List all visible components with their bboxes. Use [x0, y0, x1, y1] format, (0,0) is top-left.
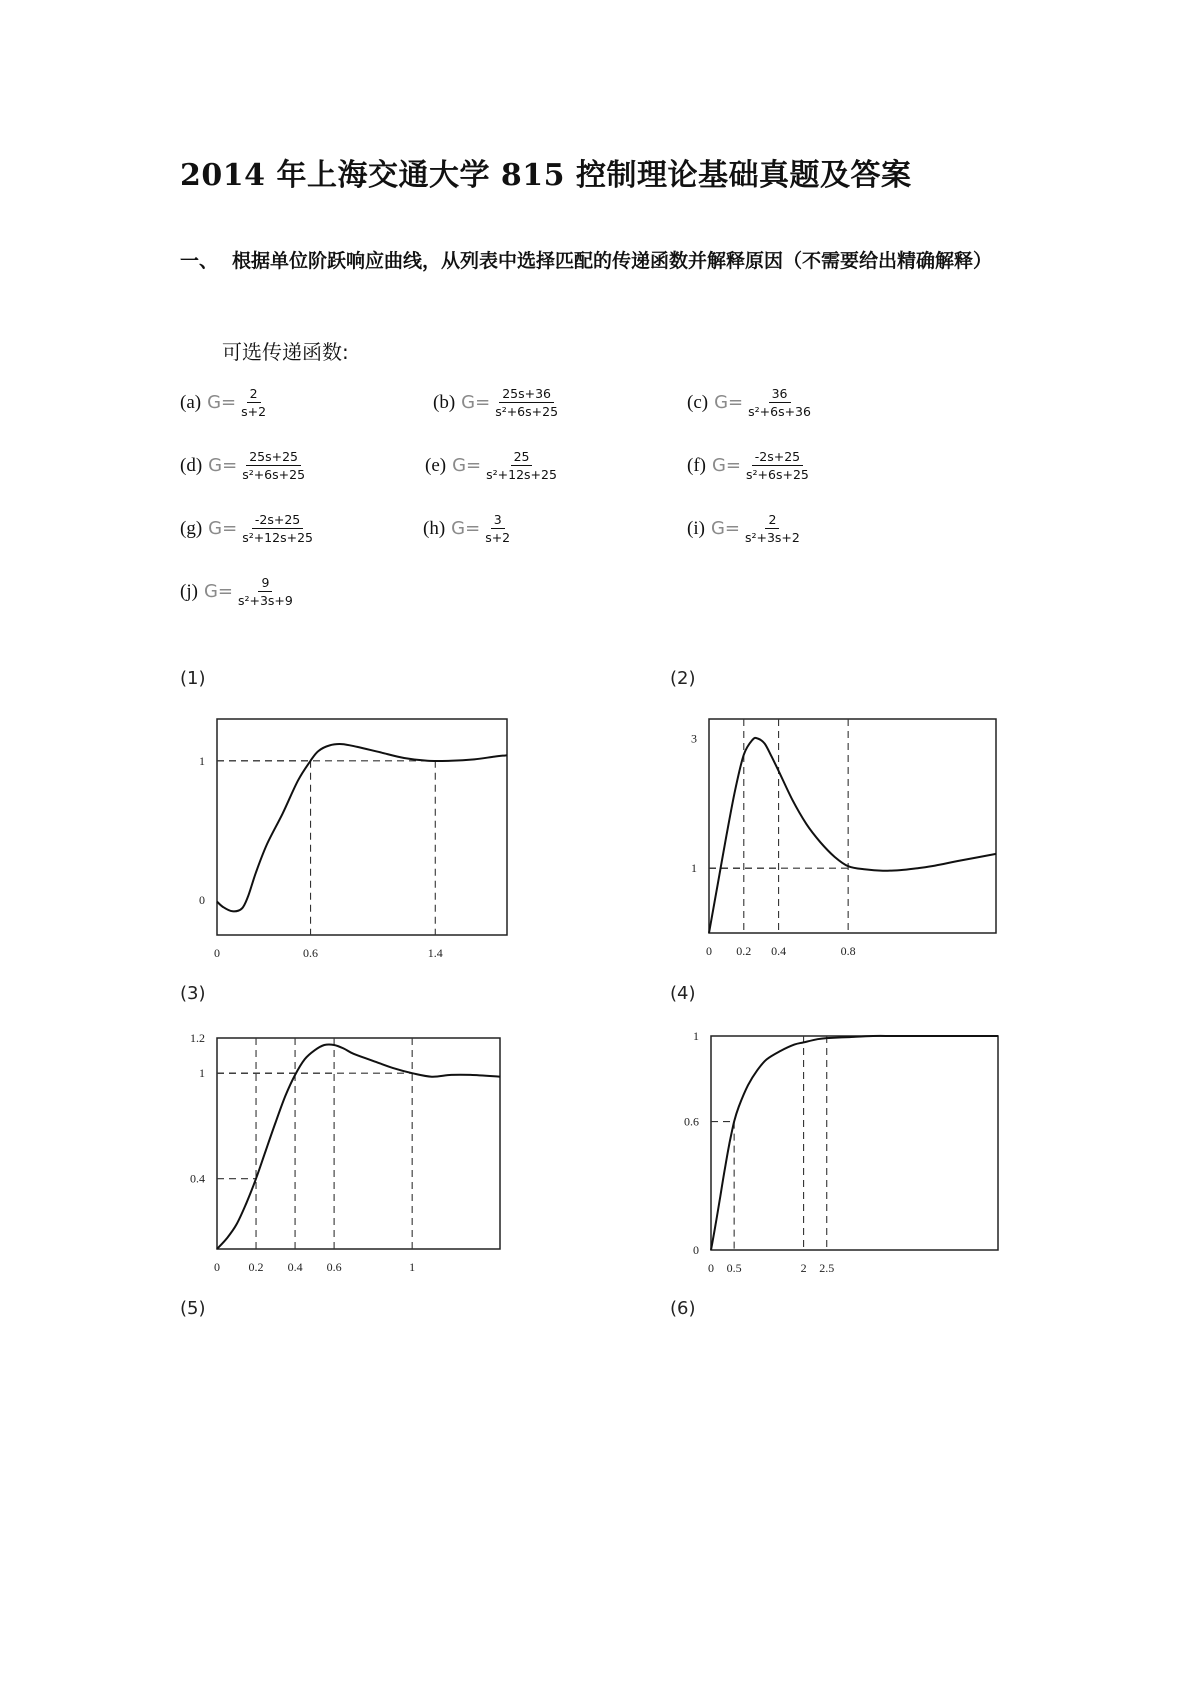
- plot-label-2: (2): [670, 668, 696, 689]
- denominator: s²+6s+25: [242, 467, 306, 482]
- numerator: 25s+36: [499, 386, 554, 403]
- y-tick-label: 1: [199, 1066, 205, 1081]
- plot-label-5: (5): [180, 1298, 206, 1319]
- option-label: (f): [687, 454, 706, 476]
- fraction: [482, 512, 513, 545]
- option-label: (g): [180, 517, 203, 539]
- response-curve: [217, 744, 507, 911]
- g-prefix: G=: [452, 455, 482, 476]
- plot-frame: [711, 1036, 998, 1250]
- fraction: [239, 512, 316, 545]
- denominator: s+2: [241, 404, 267, 419]
- y-tick-label: 1: [199, 753, 205, 768]
- numerator: 2: [765, 512, 779, 529]
- step-response-plot-4: [670, 1020, 1030, 1290]
- transfer-function-j: [180, 575, 296, 608]
- page-title: 2014 年上海交通大学 815 控制理论基础真题及答案: [180, 158, 912, 193]
- step-response-plot-2: [670, 700, 1030, 970]
- g-prefix: G=: [461, 392, 491, 413]
- numerator: -2s+25: [752, 449, 803, 466]
- numerator: 3: [491, 512, 505, 529]
- option-label: (h): [423, 517, 446, 539]
- fraction: [238, 386, 269, 419]
- fraction: [239, 449, 308, 482]
- option-label: (d): [180, 454, 203, 476]
- g-prefix: G=: [451, 518, 481, 539]
- denominator: s²+12s+25: [486, 467, 557, 482]
- options-heading: 可选传递函数:: [222, 340, 349, 364]
- x-tick-label: 0.2: [736, 944, 752, 958]
- y-tick-label: 1: [691, 861, 697, 876]
- plot-label-1: (1): [180, 668, 206, 689]
- plot-label-3: (3): [180, 983, 206, 1004]
- fraction: [742, 512, 803, 545]
- g-prefix: G=: [203, 581, 233, 602]
- y-tick-label: 3: [691, 731, 697, 746]
- denominator: s+2: [485, 530, 511, 545]
- plot-frame: [217, 1038, 500, 1249]
- denominator: s²+6s+25: [746, 467, 809, 482]
- option-label: (j): [180, 580, 198, 602]
- numerator: 36: [769, 386, 791, 403]
- question-body: 根据单位阶跃响应曲线，从列表中选择匹配的传递函数并解释原因（不需要给出精确解释）: [232, 250, 993, 272]
- x-tick-label: 0.5: [726, 1261, 742, 1275]
- option-label: (i): [687, 517, 705, 539]
- x-tick-label: 2: [800, 1261, 807, 1275]
- plot-frame: [217, 719, 507, 935]
- plot-frame: [709, 719, 996, 933]
- transfer-function-d: [180, 449, 308, 482]
- x-tick-label: 0.4: [287, 1260, 303, 1274]
- x-tick-label: 0.4: [771, 944, 787, 958]
- transfer-function-c: [687, 386, 814, 419]
- step-response-plot-3: [160, 1020, 540, 1290]
- question-text: [180, 240, 1020, 283]
- g-prefix: G=: [207, 392, 237, 413]
- x-tick-label: 1.4: [427, 946, 443, 960]
- response-curve: [709, 738, 996, 933]
- plot-label-6: (6): [670, 1298, 696, 1319]
- x-tick-label: 0.6: [303, 946, 319, 960]
- transfer-function-h: [423, 512, 513, 545]
- option-label: (c): [687, 391, 709, 413]
- x-tick-label: 0: [708, 1261, 714, 1275]
- option-label: (b): [433, 391, 456, 413]
- transfer-function-b: [433, 386, 561, 419]
- x-tick-label: 0: [214, 946, 220, 960]
- numerator: 2: [247, 386, 261, 403]
- g-prefix: G=: [208, 518, 238, 539]
- x-tick-label: 2.5: [819, 1261, 835, 1275]
- fraction: [483, 449, 560, 482]
- step-response-plot-1: [150, 690, 550, 980]
- response-curve: [217, 1044, 500, 1249]
- numerator: 9: [258, 575, 272, 592]
- fraction: [745, 386, 814, 419]
- transfer-function-a: [180, 386, 269, 419]
- x-tick-label: 0.8: [840, 944, 856, 958]
- denominator: s²+6s+36: [748, 404, 811, 419]
- plot-label-4: (4): [670, 983, 696, 1004]
- fraction: [743, 449, 812, 482]
- numerator: 25: [511, 449, 533, 466]
- denominator: s²+3s+2: [744, 530, 800, 545]
- x-tick-label: 0: [706, 944, 712, 958]
- denominator: s²+3s+9: [237, 593, 293, 608]
- option-label: (e): [425, 454, 447, 476]
- transfer-function-i: [687, 512, 803, 545]
- transfer-function-e: [425, 449, 560, 482]
- fraction: [492, 386, 561, 419]
- x-tick-label: 0.6: [326, 1260, 342, 1274]
- x-tick-label: 0.2: [248, 1260, 264, 1274]
- y-tick-label: 0: [693, 1243, 699, 1257]
- g-prefix: G=: [714, 392, 744, 413]
- x-tick-label: 1: [409, 1260, 416, 1274]
- y-tick-label: 0.6: [684, 1114, 699, 1129]
- denominator: s²+6s+25: [495, 404, 559, 419]
- y-tick-label: 0.4: [190, 1171, 205, 1186]
- denominator: s²+12s+25: [242, 530, 313, 545]
- x-tick-label: 0: [214, 1260, 220, 1274]
- numerator: -2s+25: [252, 512, 303, 529]
- transfer-function-f: [687, 449, 812, 482]
- numerator: 25s+25: [246, 449, 301, 466]
- y-tick-label: 1.2: [190, 1031, 205, 1045]
- question-number: 一、: [180, 250, 219, 272]
- option-label: (a): [180, 391, 202, 413]
- response-curve: [711, 1036, 998, 1250]
- g-prefix: G=: [711, 455, 742, 476]
- y-tick-label: 0: [199, 893, 205, 908]
- g-prefix: G=: [208, 455, 238, 476]
- transfer-function-g: [180, 512, 316, 545]
- g-prefix: G=: [710, 518, 740, 539]
- fraction: [235, 575, 296, 608]
- y-tick-label: 1: [693, 1029, 699, 1043]
